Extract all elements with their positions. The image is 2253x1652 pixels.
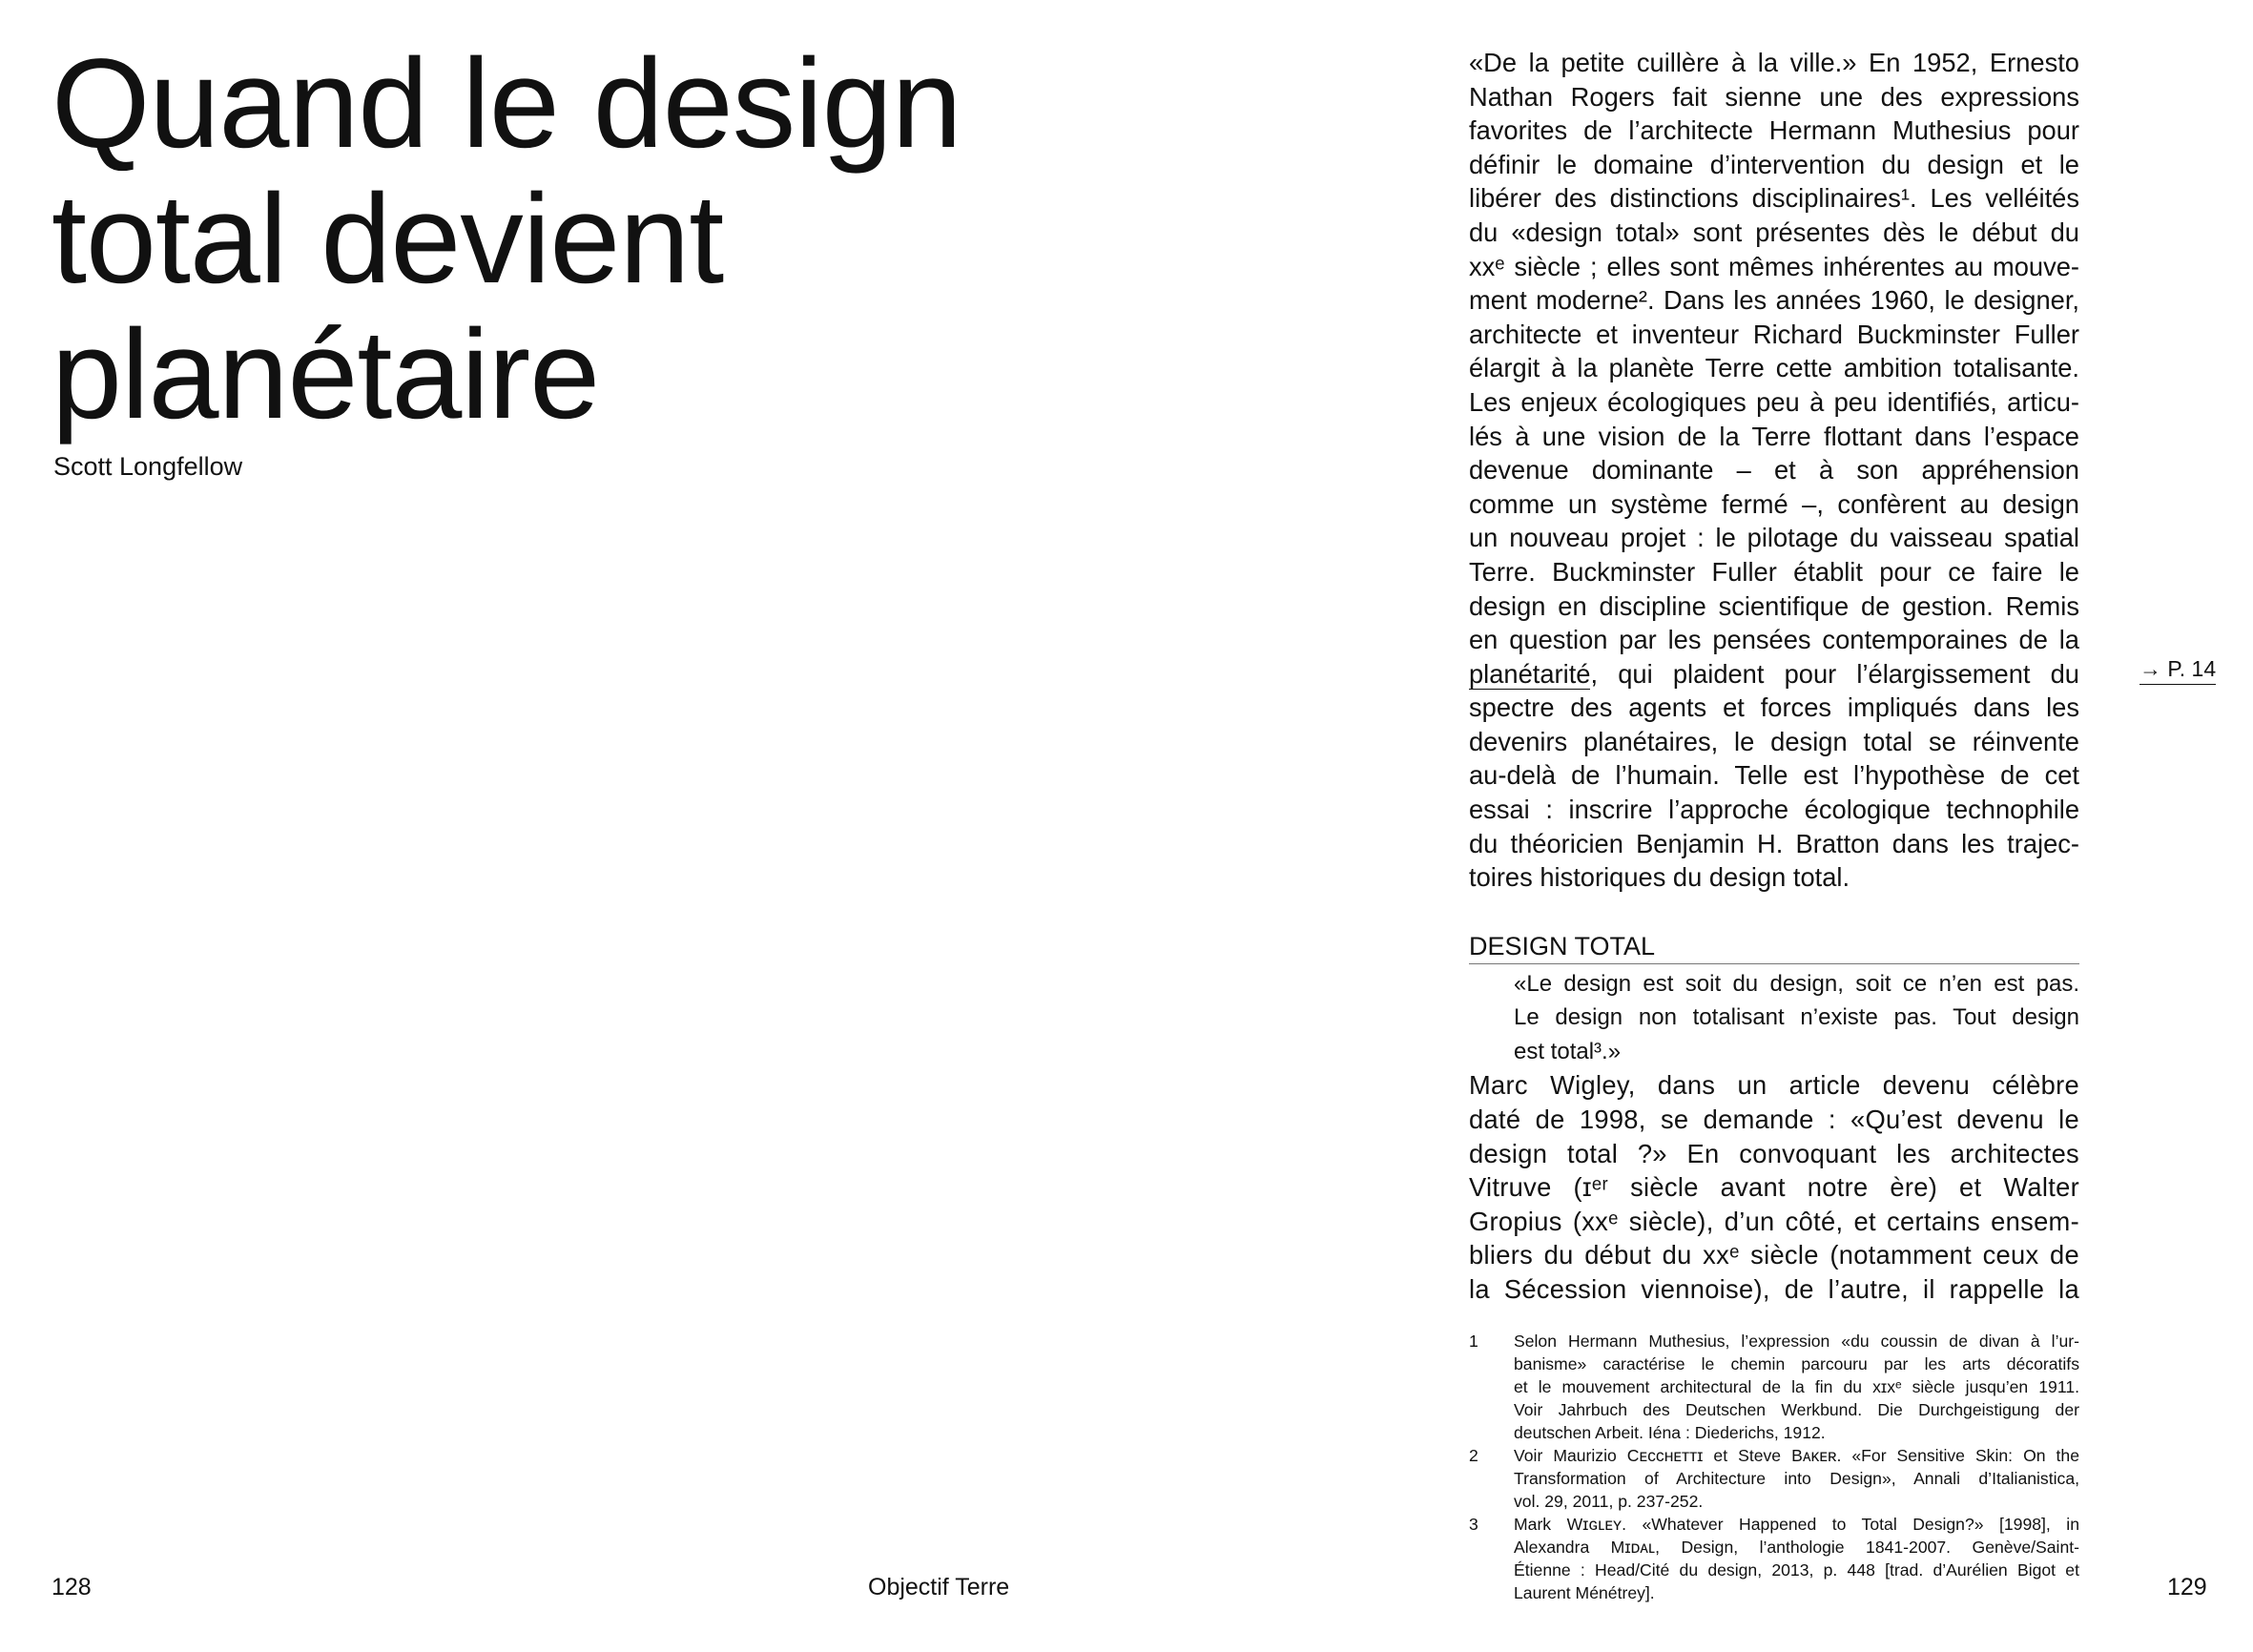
second-paragraph [1469, 1068, 2079, 1306]
quote-line: «Le design est soit du design, soit ce n’en est pas. [1514, 970, 2079, 997]
text-line: la Sécession viennoise), de l’autre, il rappelle la [1469, 1273, 2079, 1304]
text-line: ment moderne². Dans les années 1960, le designer, [1469, 285, 2079, 316]
footnotes [1469, 1330, 2079, 1604]
footnote-line: Étienne : Head/Cité du design, 2013, p. 448 [trad. d’Aurélien Bigot et [1514, 1560, 2079, 1580]
title-line: planétaire [52, 304, 600, 445]
text-line: du théoricien Benjamin H. Bratton dans les trajec- [1469, 828, 2079, 858]
text-line: devenirs planétaires, le design total se réinvente [1469, 726, 2079, 756]
text-line: daté de 1998, se demande : «Qu’est devenu le [1469, 1104, 2079, 1134]
footnote-text [1514, 1444, 2079, 1513]
footnote-line: Selon Hermann Muthesius, l’expression «du coussin de divan à l’ur- [1514, 1332, 2079, 1351]
text-line: libérer des distinctions disciplinaires¹. Les velléités [1469, 183, 2079, 214]
footnote-number: 3 [1469, 1515, 1478, 1534]
running-title: Objectif Terre [868, 1574, 1010, 1600]
text-line: devenue dominante – et à son appréhension [1469, 455, 2079, 485]
title-line: total devient [52, 169, 724, 310]
footnote-text [1514, 1513, 2079, 1604]
footnote-line: Laurent Ménétrey]. [1514, 1583, 1655, 1602]
body-column [1469, 46, 2079, 1307]
footnote [1469, 1444, 2079, 1513]
text-line: Nathan Rogers fait sienne une des expressions [1469, 81, 2079, 112]
text-line: architecte et inventeur Richard Buckminster Fuller [1469, 319, 2079, 349]
footnote [1469, 1330, 2079, 1444]
footnote-line: Transformation of Architecture into Design», Annali d’Italianistica, [1514, 1469, 2079, 1488]
margin-cross-reference[interactable]: → P. 14 [2139, 656, 2216, 685]
planetarite-link[interactable]: planétarité [1469, 658, 1591, 689]
text-line: xxᵉ siècle ; elles sont mêmes inhérentes au mouve- [1469, 251, 2079, 281]
section-heading: DESIGN TOTAL [1469, 931, 2079, 964]
footnote [1469, 1513, 2079, 1604]
text-line: favorites de l’architecte Hermann Muthesius pour [1469, 115, 2079, 146]
footnote-line: banisme» caractérise le chemin parcouru par les arts décoratifs [1514, 1354, 2079, 1373]
footnote-number: 2 [1469, 1446, 1478, 1465]
text-line: au-delà de l’humain. Telle est l’hypothèse de cet [1469, 760, 2079, 791]
text-line: définir le domaine d’intervention du design et le [1469, 149, 2079, 179]
text-line: lés à une vision de la Terre flottant dans l’espace [1469, 421, 2079, 451]
intro-paragraph [1469, 46, 2079, 895]
article-title [52, 33, 1101, 445]
block-quote [1514, 967, 2079, 1069]
page-number-right: 129 [2167, 1574, 2207, 1600]
footnote-line: Voir Jahrbuch des Deutschen Werkbund. Die Durchgeistigung der [1514, 1400, 2079, 1419]
text-line: essai : inscrire l’approche écologique technophile [1469, 795, 2079, 825]
text-line: Les enjeux écologiques peu à peu identifiés, articu- [1469, 386, 2079, 417]
page-number-left: 128 [52, 1574, 92, 1600]
text-line: design total ?» En convoquant les architectes [1469, 1138, 2079, 1168]
text-line: toires historiques du design total. [1469, 862, 1850, 893]
text-line: «De la petite cuillère à la ville.» En 1952, Ernesto [1469, 48, 2079, 77]
text-line: Marc Wigley, dans un article devenu célèbre [1469, 1070, 2079, 1101]
quote-line: Le design non totalisant n’existe pas. Tout design [1514, 1004, 2079, 1031]
text-line: un nouveau projet : le pilotage du vaisseau spatial [1469, 523, 2079, 553]
text-line: design en discipline scientifique de gestion. Remis [1469, 590, 2079, 621]
footnote-line: Mark Wɪɢʟᴇʏ. «Whatever Happened to Total Design?» [1998], in [1514, 1515, 2079, 1534]
quote-line: est total³.» [1514, 1038, 1622, 1064]
text-line: du «design total» sont présentes dès le début du [1469, 217, 2079, 247]
text-line: élargit à la planète Terre cette ambition totalisante. [1469, 353, 2079, 383]
footnote-line: et le mouvement architectural de la fin du xɪxᵉ siècle jusqu’en 1911. [1514, 1377, 2079, 1396]
text-line: Vitruve (ɪᵉʳ siècle avant notre ère) et Walter [1469, 1172, 2079, 1203]
link-line-rest: , qui plaident pour l’élargissement du [1590, 658, 2079, 689]
footnote-line: Voir Maurizio Cᴇᴄᴄʜᴇᴛᴛɪ et Steve Bᴀᴋᴇʀ. «For Sensitive Skin: On the [1514, 1446, 2079, 1465]
author-name: Scott Longfellow [53, 452, 243, 481]
text-line: en question par les pensées contemporaines de la [1469, 625, 2079, 655]
title-line: Quand le design [52, 33, 961, 175]
text-line: Terre. Buckminster Fuller établit pour ce faire le [1469, 556, 2079, 587]
text-line: spectre des agents et forces impliqués dans les [1469, 692, 2079, 723]
footnote-line: vol. 29, 2011, p. 237-252. [1514, 1492, 1704, 1511]
footnote-line: Alexandra Mɪᴅᴀʟ, Design, l’anthologie 1841-2007. Genève/Saint- [1514, 1538, 2079, 1557]
text-line: bliers du début du xxᵉ siècle (notamment ceux de [1469, 1240, 2079, 1270]
text-line-with-link [1469, 657, 2079, 692]
text-line: comme un système fermé –, confèrent au design [1469, 488, 2079, 519]
footnote-text [1514, 1330, 2079, 1444]
footnote-line: deutschen Arbeit. Iéna : Diederichs, 1912. [1514, 1423, 1826, 1442]
footnote-number: 1 [1469, 1332, 1478, 1351]
text-line: Gropius (xxᵉ siècle), d’un côté, et certains ensem- [1469, 1206, 2079, 1236]
